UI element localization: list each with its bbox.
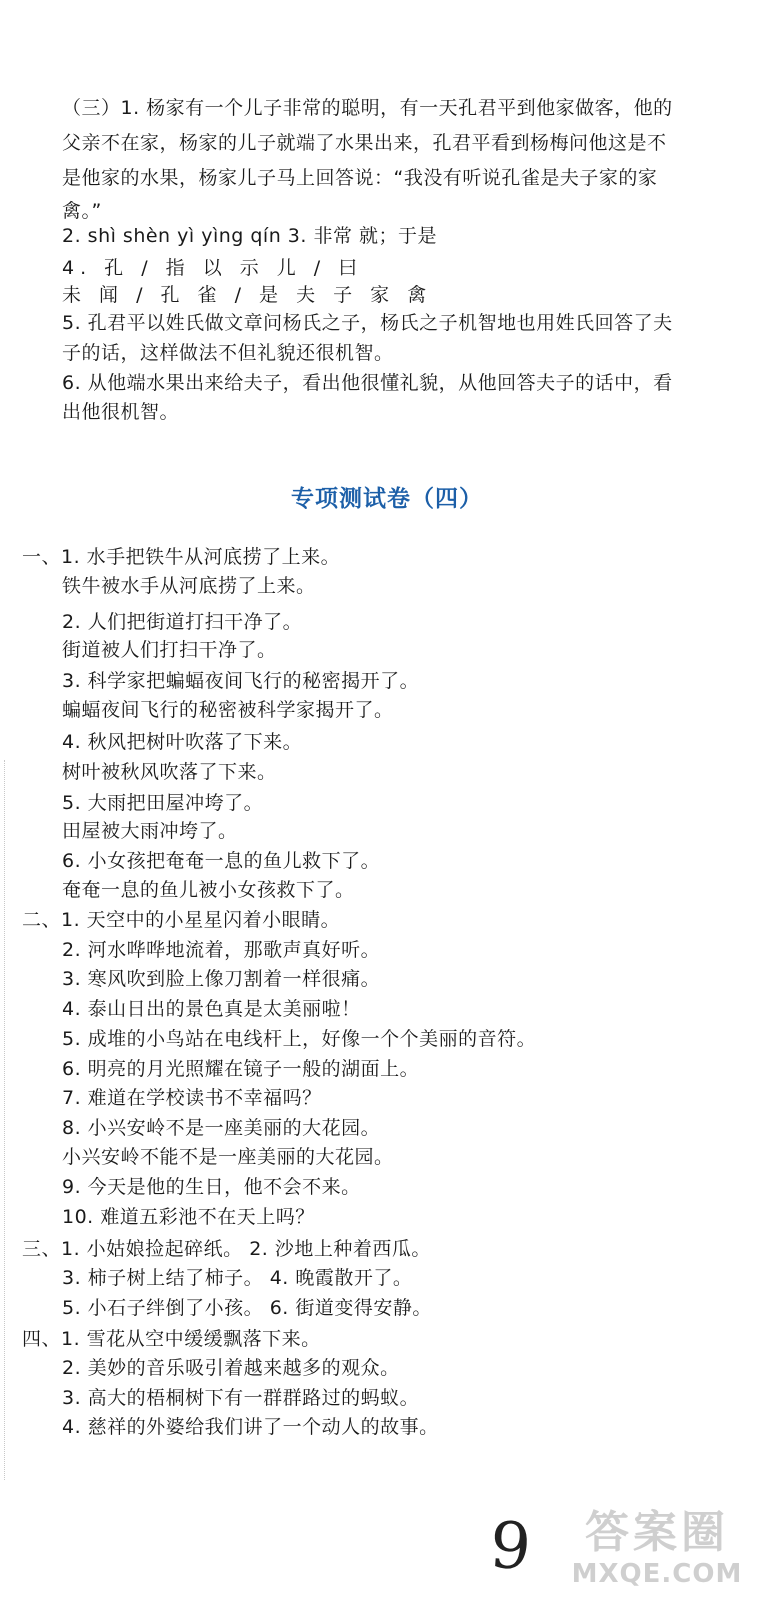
p1-line: 3. 科学家把蝙蝠夜间飞行的秘密揭开了。 [62,670,420,692]
p3-line: 5. 小石子绊倒了小孩。 6. 街道变得安静。 [62,1297,432,1319]
p2-line: 7. 难道在学校读书不幸福吗？ [62,1087,322,1109]
p1-line: 6. 小女孩把奄奄一息的鱼儿救下了。 [62,850,381,872]
p1-line: 铁牛被水手从河底捞了上来。 [62,575,316,597]
p2-line: 小兴安岭不能不是一座美丽的大花园。 [62,1146,394,1168]
p2-line: 二、1. 天空中的小星星闪着小眼睛。 [22,909,341,931]
p1-line: 田屋被大雨冲垮了。 [62,820,238,842]
p4-line: 四、1. 雪花从空中缓缓飘落下来。 [22,1328,321,1350]
p2-line: 6. 明亮的月光照耀在镜子一般的湖面上。 [62,1058,420,1080]
p2-line: 9. 今天是他的生日，他不会不来。 [62,1176,361,1198]
p2-line: 10. 难道五彩池不在天上吗？ [62,1206,315,1228]
p1-line: 2. 人们把街道打扫干净了。 [62,611,303,633]
p2-line: 3. 寒风吹到脸上像刀割着一样很痛。 [62,968,381,990]
watermark-main: 答案圈 [585,1507,729,1558]
p4-line: 3. 高大的梧桐树下有一群群路过的蚂蚁。 [62,1387,420,1409]
s3-q4-line2: 未 闻 / 孔 雀 / 是 夫 子 家 禽 [62,284,433,306]
s3-q1-line3: 是他家的水果，杨家儿子马上回答说：“我没有听说孔雀是夫子家的家 [62,167,658,189]
s3-q6-line1: 6. 从他端水果出来给夫子，看出他很懂礼貌，从他回答夫子的话中，看 [62,372,673,394]
page-number: 9 [487,1508,534,1586]
s3-q5-line1: 5. 孔君平以姓氏做文章问杨氏之子，杨氏之子机智地也用姓氏回答了夫 [62,312,673,334]
p2-line: 5. 成堆的小鸟站在电线杆上，好像一个个美丽的音符。 [62,1028,537,1050]
p1-line: 4. 秋风把树叶吹落了下来。 [62,731,303,753]
watermark [552,1507,762,1592]
p4-line: 2. 美妙的音乐吸引着越来越多的观众。 [62,1357,400,1379]
p1-line: 奄奄一息的鱼儿被小女孩救下了。 [62,879,355,901]
p1-line: 蝙蝠夜间飞行的秘密被科学家揭开了。 [62,699,394,721]
s3-q1-line1: （三）1. 杨家有一个儿子非常的聪明，有一天孔君平到他家做客，他的 [62,97,673,119]
watermark-sub: MXQE.COM [571,1559,743,1589]
s3-q4-line1: 4. 孔 / 指 以 示 儿 / 曰 [62,257,364,279]
s3-q1-line2: 父亲不在家，杨家的儿子就端了水果出来，孔君平看到杨梅问他这是不 [62,132,667,154]
p3-line: 3. 柿子树上结了柿子。 4. 晚霞散开了。 [62,1267,413,1289]
s3-q6-line2: 出他很机智。 [62,401,180,423]
p2-line: 2. 河水哗哗地流着，那歌声真好听。 [62,939,381,961]
s3-q2-3: 2. shì shèn yì yìng qín 3. 非常 就；于是 [62,225,437,247]
p3-line: 三、1. 小姑娘捡起碎纸。 2. 沙地上种着西瓜。 [22,1238,431,1260]
p1-line: 一、1. 水手把铁牛从河底捞了上来。 [22,546,341,568]
test-title: 专项测试卷（四） [291,486,483,512]
s3-q1-line4: 禽。” [62,200,102,222]
margin-divider [4,760,7,1480]
p1-line: 树叶被秋风吹落了下来。 [62,761,277,783]
p1-line: 5. 大雨把田屋冲垮了。 [62,792,264,814]
p1-line: 街道被人们打扫干净了。 [62,639,277,661]
s3-q5-line2: 子的话，这样做法不但礼貌还很机智。 [62,342,394,364]
p2-line: 4. 泰山日出的景色真是太美丽啦！ [62,998,361,1020]
p2-line: 8. 小兴安岭不是一座美丽的大花园。 [62,1117,381,1139]
p4-line: 4. 慈祥的外婆给我们讲了一个动人的故事。 [62,1416,439,1438]
